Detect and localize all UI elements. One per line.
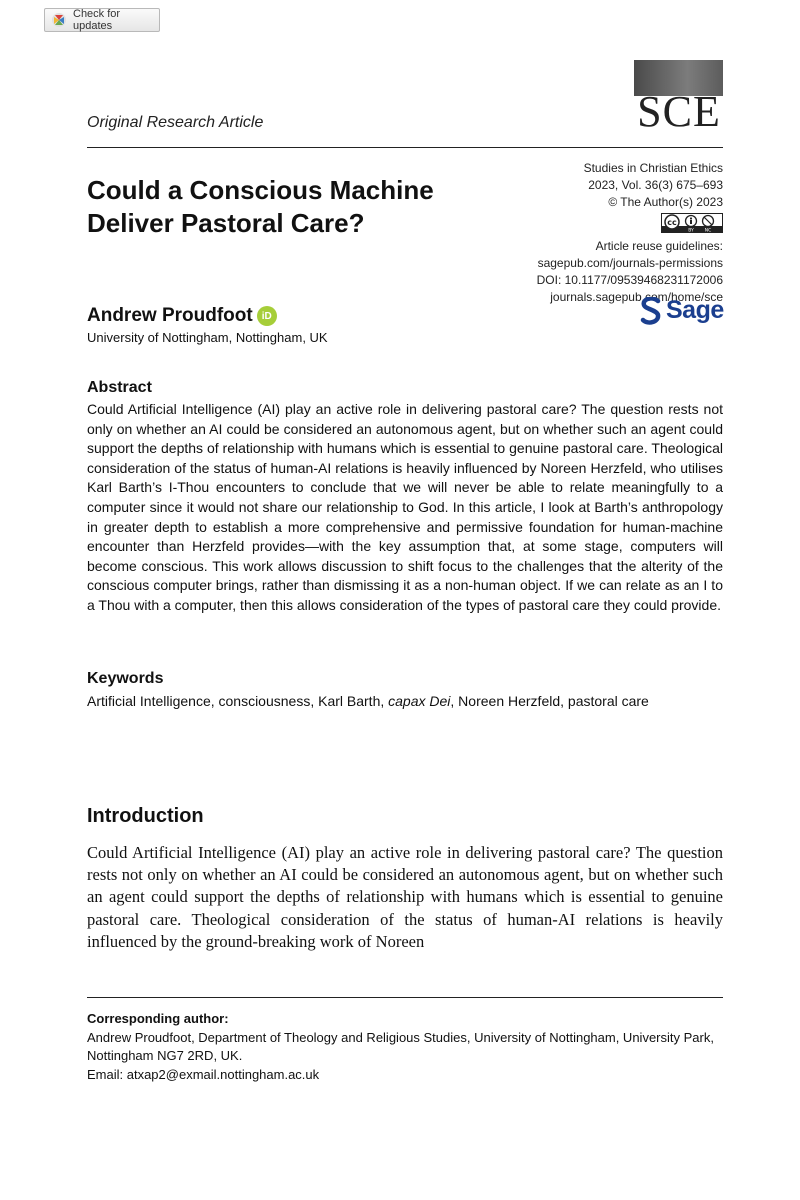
author-name: Andrew Proudfoot	[87, 305, 253, 326]
corresponding-author	[87, 1010, 723, 1084]
abstract-heading: Abstract	[87, 379, 152, 396]
author-affiliation: University of Nottingham, Nottingham, UK	[87, 330, 328, 345]
reuse-label: Article reuse guidelines:	[595, 239, 723, 253]
check-for-updates-label: Check for updates	[73, 8, 121, 32]
publisher-logo	[640, 296, 724, 325]
author-line	[87, 305, 277, 327]
check-for-updates-button[interactable]	[44, 8, 160, 32]
svg-text:cc: cc	[667, 218, 677, 227]
abstract-text: Could Artificial Intelligence (AI) play an active role in delivering pastoral care? The question rests not only on whether an AI could be considered an autonomous agent, but on whether such an agent could support the depths of relationship with humans which is essential to genuine pastoral care. Theological consideration of the status of human-AI relations is heavily influenced by Noreen Herzfeld, who utilises Karl Barth’s I-Thou encounters to conclude that we will never be able to relate meaningfully to a computer since it would not share our relationship to God. In this article, I look at Barth’s anthropology in greater depth to establish a more comprehensive and permissive foundation for human-machine encounter than Herzfeld provides—with the key assumption that, at some stage, computers will become conscious. This work allows discussion to shift focus to the challenges that the alterity of the conscious computer brings, rather than dismissing it as a non-human object. If we can relate as an I to a Thou with a computer, then this allows consideration of the types of pastoral care they could provide.	[87, 401, 723, 613]
orcid-icon[interactable]: iD	[257, 306, 277, 326]
keywords-part-2: , Noreen Herzfeld, pastoral care	[450, 693, 649, 709]
journal-logo: SCE	[637, 87, 721, 136]
keywords-heading: Keywords	[87, 670, 164, 687]
introduction-heading: Introduction	[87, 805, 204, 827]
journal-name: Studies in Christian Ethics	[583, 161, 723, 175]
svg-text:BY: BY	[688, 228, 694, 233]
introduction-text: Could Artificial Intelligence (AI) play an active role in delivering pastoral care? The question rests not only on whether an AI could be considered an autonomous agent, but on whether such an agent could support the depths of relationship with humans which is essential to genuine pastoral care. Theological consideration of the status of human-AI relations is heavily influenced by the ground-breaking work of Noreen	[87, 843, 723, 951]
keywords-part-1: Artificial Intelligence, consciousness, Karl Barth,	[87, 693, 389, 709]
footnote-divider	[87, 997, 723, 998]
publisher-name: Sage	[666, 296, 724, 324]
keywords-text	[87, 692, 723, 711]
doi-line[interactable]: DOI: 10.1177/09539468231172006	[536, 273, 723, 287]
header-divider	[87, 147, 723, 148]
article-type: Original Research Article	[87, 114, 264, 131]
corresponding-email[interactable]: Email: atxap2@exmail.nottingham.ac.uk	[87, 1066, 320, 1082]
journal-home-link[interactable]: journals.sagepub.com/home/sce	[550, 290, 723, 304]
keywords-italic: capax Dei	[388, 693, 451, 709]
volume-line: 2023, Vol. 36(3) 675–693	[588, 178, 723, 192]
cc-by-nc-icon[interactable]	[661, 213, 723, 233]
svg-text:NC: NC	[704, 228, 712, 233]
sage-s-icon	[640, 297, 662, 325]
crossmark-icon	[51, 12, 67, 28]
article-title: Could a Conscious Machine Deliver Pastoral Care?	[87, 175, 434, 238]
corresponding-heading: Corresponding author:	[87, 1011, 229, 1026]
journal-metadata	[463, 160, 723, 306]
copyright-line: © The Author(s) 2023	[608, 195, 723, 209]
reuse-link[interactable]: sagepub.com/journals-permissions	[537, 256, 723, 270]
corresponding-address: Andrew Proudfoot, Department of Theology and Religious Studies, University of Nottingham, University Park, Nottingham NG7 2RD, UK.	[87, 1029, 714, 1063]
